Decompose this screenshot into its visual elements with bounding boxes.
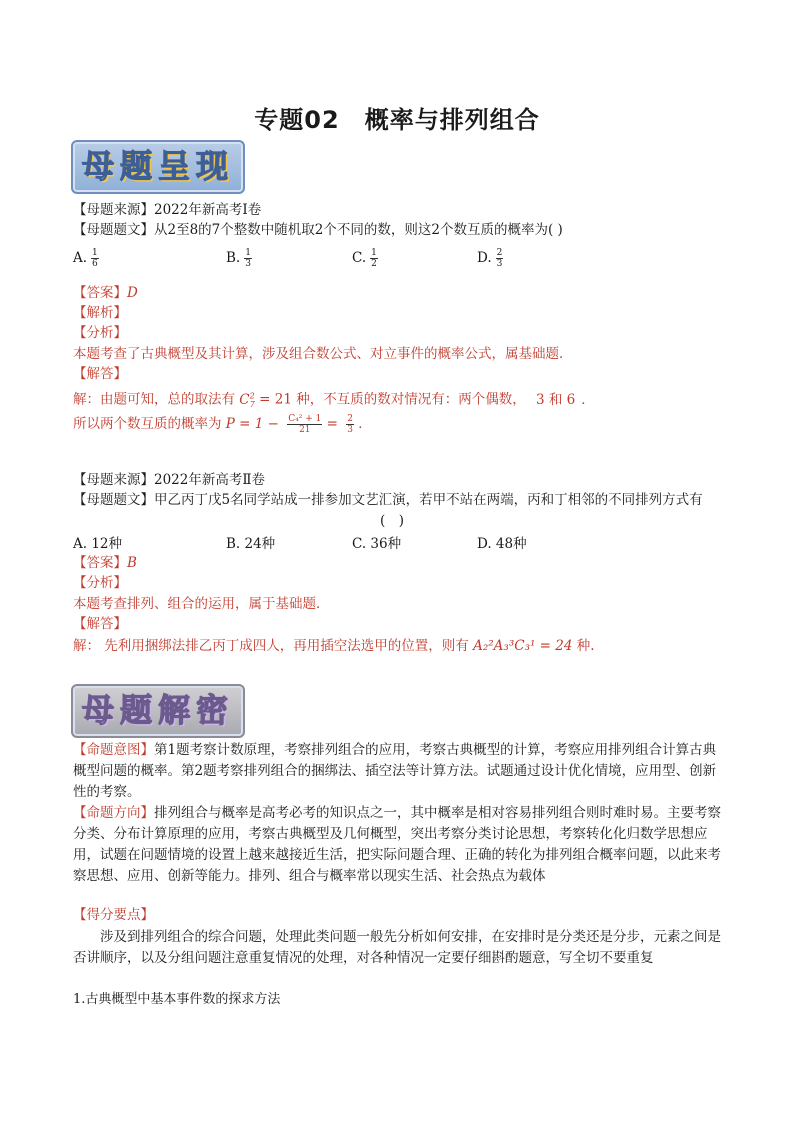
q1-fenxi-text: 本题考查了古典概型及其计算，涉及组合数公式、对立事件的概率公式，属基础题． [73, 346, 573, 362]
q2-fenxi-text: 本题考查排列、组合的运用，属于基础题． [73, 596, 330, 612]
q1-question: 【母题题文】从2至8的7个整数中随机取2个不同的数，则这2个数互质的概率为( ) [73, 222, 563, 238]
section-item-1: 1.古典概型中基本事件数的探求方法 [73, 992, 281, 1007]
q1-answer: 【答案】D [73, 285, 138, 301]
q1-fenxi-label: 【分析】 [73, 325, 127, 341]
section-banner-presentation [71, 140, 245, 194]
scoring-label: 【得分要点】 [73, 907, 154, 923]
q1-jiexi-label: 【解析】 [73, 305, 127, 321]
q2-source: 【母题来源】2022年新高考Ⅱ卷 [73, 472, 266, 488]
q1-source: 【母题来源】2022年新高考Ⅰ卷 [73, 202, 262, 218]
q2-fenxi-label: 【分析】 [73, 575, 127, 591]
page-title: 专题02 概率与排列组合 [254, 106, 540, 134]
q1-solution-line2: 所以两个数互质的概率为 P = 1 − $\frac{\text{C₄² + 1}}{21}$ = $\frac{2}{3}$ ． [73, 414, 372, 435]
q2-option-b: B. 24种 [226, 536, 276, 552]
q1-option-d: D. $\frac{2}{3}$ [477, 248, 503, 269]
q1-option-a: A. $\frac{1}{6}$ [73, 248, 98, 269]
q2-option-a: A. 12种 [73, 536, 123, 552]
scoring-paragraph: 涉及到排列组合的综合问题，处理此类问题一般先分析如何安排，在安排时是分类还是分步，元素之间是否讲顺序，以及分组问题注意重复情况的处理，对各种情况一定要仔细斟酌题意，写全切不要重复 [73, 929, 721, 966]
q2-solution: 解： 先利用捆绑法排乙丙丁成四人，再用插空法选甲的位置，则有 A₂²A₃³C₃¹ = 24 种. [73, 638, 595, 654]
direction-paragraph: 【命题方向】排列组合与概率是高考必考的知识点之一，其中概率是相对容易排列组合则时难时易。主要考察分类、分布计算原理的应用，考察古典概型及几何概型，突出考察分类讨论思想，考察转化化归数学思想应用，试题在问题情境的设置上越来越接近生活，把实际问题合理、正确的转化为排列组合概率问题，以此来考察思想、应用、创新等能力。排列、组合与概率常以现实生活、社会热点为载体 [73, 805, 721, 884]
q1-jieda-label: 【解答】 [73, 366, 127, 382]
q1-solution-line1: 解：由题可知，总的取法有 $C^2_7 = 21$ 种，不互质的数对情况有：两个偶数， 3 和 6 ． [73, 391, 595, 410]
intent-paragraph: 【命题意图】第1题考察计数原理，考察排列组合的应用，考察古典概型的计算，考察应用排列组合计算古典概型问题的概率。第2题考察排列组合的捆绑法、插空法等计算方法。试题通过设计优化情境，应用型、创新性的考察。 [73, 742, 717, 800]
q2-option-c: C. 36种 [352, 536, 402, 552]
q2-question: 【母题题文】甲乙丙丁戊5名同学站成一排参加文艺汇演，若甲不站在两端，丙和丁相邻的不同排列方式有 [73, 492, 703, 508]
q2-question-paren: ( ) [380, 513, 405, 529]
section-banner-analysis [71, 684, 245, 738]
q2-answer: 【答案】B [73, 555, 137, 571]
q1-option-b: B. $\frac{1}{3}$ [226, 248, 251, 269]
banner-label: 母题呈现 [81, 147, 234, 185]
q1-option-c: C. $\frac{1}{2}$ [352, 248, 377, 269]
q2-option-d: D. 48种 [477, 536, 527, 552]
q2-jieda-label: 【解答】 [73, 616, 127, 632]
banner-label: 母题解密 [81, 691, 234, 729]
